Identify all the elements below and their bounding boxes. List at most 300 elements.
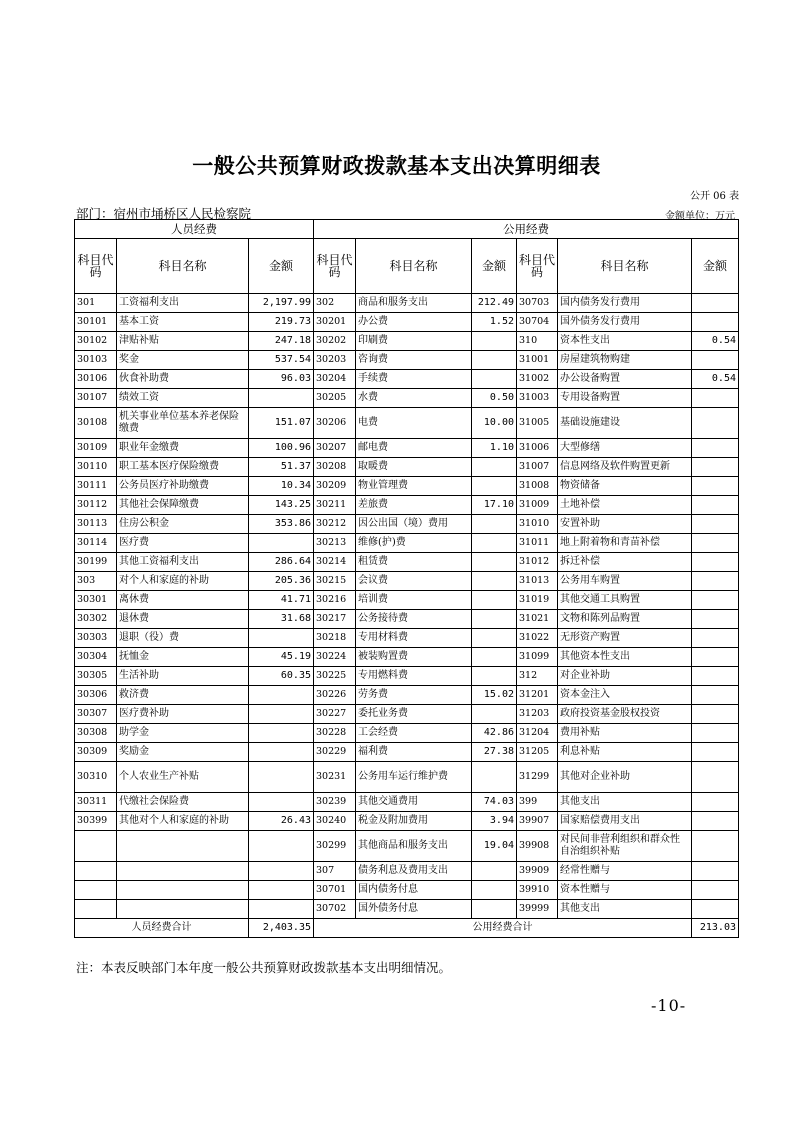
cell-name: 生活补助 <box>117 667 249 686</box>
cell-code: 310 <box>517 332 558 351</box>
cell-amount <box>692 648 739 667</box>
cell-name: 基础设施建设 <box>558 408 692 439</box>
cell-name: 退休费 <box>117 610 249 629</box>
cell-code: 312 <box>517 667 558 686</box>
cell-amount: 212.49 <box>472 294 517 313</box>
cell-name: 医疗费补助 <box>117 705 249 724</box>
cell-code: 30239 <box>314 793 356 812</box>
cell-code <box>75 862 117 881</box>
cell-code: 399 <box>517 793 558 812</box>
personnel-section-header: 人员经费 <box>75 220 314 239</box>
cell-amount: 1.10 <box>472 439 517 458</box>
table-row <box>75 610 739 629</box>
cell-name <box>117 862 249 881</box>
cell-name: 利息补贴 <box>558 743 692 762</box>
cell-code: 30399 <box>75 812 117 831</box>
public-total-label: 公用经费合计 <box>314 919 692 938</box>
cell-code: 39910 <box>517 881 558 900</box>
cell-amount: 0.50 <box>472 389 517 408</box>
cell-name: 其他商品和服务支出 <box>356 831 472 862</box>
cell-name: 印刷费 <box>356 332 472 351</box>
cell-code: 30215 <box>314 572 356 591</box>
cell-code: 30311 <box>75 793 117 812</box>
cell-name: 劳务费 <box>356 686 472 705</box>
cell-code: 31012 <box>517 553 558 572</box>
cell-name: 委托业务费 <box>356 705 472 724</box>
cell-code: 30224 <box>314 648 356 667</box>
table-row <box>75 477 739 496</box>
cell-name: 费用补贴 <box>558 724 692 743</box>
cell-name <box>117 900 249 919</box>
cell-code: 30203 <box>314 351 356 370</box>
cell-name: 信息网络及软件购置更新 <box>558 458 692 477</box>
cell-code: 30213 <box>314 534 356 553</box>
cell-amount <box>249 389 314 408</box>
cell-amount <box>472 370 517 389</box>
cell-name: 因公出国（境）费用 <box>356 515 472 534</box>
cell-name: 资本性支出 <box>558 332 692 351</box>
cell-code: 31299 <box>517 762 558 793</box>
cell-name: 物资储备 <box>558 477 692 496</box>
cell-name: 文物和陈列品购置 <box>558 610 692 629</box>
cell-code: 301 <box>75 294 117 313</box>
table-row <box>75 667 739 686</box>
cell-name: 国内债务付息 <box>356 881 472 900</box>
cell-amount: 100.96 <box>249 439 314 458</box>
table-row <box>75 534 739 553</box>
cell-code <box>75 900 117 919</box>
cell-name: 专用设备购置 <box>558 389 692 408</box>
cell-name: 伙食补助费 <box>117 370 249 389</box>
cell-code: 30110 <box>75 458 117 477</box>
cell-name: 大型修缮 <box>558 439 692 458</box>
table-row <box>75 553 739 572</box>
cell-amount: 45.19 <box>249 648 314 667</box>
cell-code: 39907 <box>517 812 558 831</box>
cell-code: 30704 <box>517 313 558 332</box>
cell-name: 其他对个人和家庭的补助 <box>117 812 249 831</box>
col-header-amount: 金额 <box>472 239 517 294</box>
cell-code: 30106 <box>75 370 117 389</box>
col-header-name: 科目名称 <box>117 239 249 294</box>
cell-name <box>117 831 249 862</box>
cell-code: 39909 <box>517 862 558 881</box>
table-row <box>75 458 739 477</box>
cell-name: 对个人和家庭的补助 <box>117 572 249 591</box>
cell-amount <box>472 629 517 648</box>
cell-code: 30225 <box>314 667 356 686</box>
cell-name: 经常性赠与 <box>558 862 692 881</box>
cell-amount <box>249 534 314 553</box>
cell-name: 绩效工资 <box>117 389 249 408</box>
cell-name: 抚恤金 <box>117 648 249 667</box>
table-row <box>75 629 739 648</box>
cell-code: 30207 <box>314 439 356 458</box>
cell-amount <box>472 881 517 900</box>
cell-amount <box>692 496 739 515</box>
cell-name: 商品和服务支出 <box>356 294 472 313</box>
cell-code: 30114 <box>75 534 117 553</box>
cell-name: 公务员医疗补助缴费 <box>117 477 249 496</box>
cell-code: 31008 <box>517 477 558 496</box>
cell-name: 其他交通费用 <box>356 793 472 812</box>
cell-name: 对企业补助 <box>558 667 692 686</box>
cell-code: 30204 <box>314 370 356 389</box>
cell-code: 30112 <box>75 496 117 515</box>
table-row <box>75 793 739 812</box>
cell-amount <box>249 831 314 862</box>
cell-amount <box>249 743 314 762</box>
cell-amount: 0.54 <box>692 332 739 351</box>
col-header-amount: 金额 <box>249 239 314 294</box>
col-header-code: 科目代码 <box>314 239 356 294</box>
table-row <box>75 881 739 900</box>
cell-code: 30107 <box>75 389 117 408</box>
cell-amount: 247.18 <box>249 332 314 351</box>
cell-amount: 3.94 <box>472 812 517 831</box>
cell-amount <box>692 610 739 629</box>
col-header-code: 科目代码 <box>75 239 117 294</box>
cell-code: 30201 <box>314 313 356 332</box>
cell-code: 307 <box>314 862 356 881</box>
cell-amount: 19.04 <box>472 831 517 862</box>
cell-name: 专用材料费 <box>356 629 472 648</box>
cell-amount: 286.64 <box>249 553 314 572</box>
table-row <box>75 370 739 389</box>
cell-name: 国内债务发行费用 <box>558 294 692 313</box>
cell-name: 税金及附加费用 <box>356 812 472 831</box>
cell-name: 手续费 <box>356 370 472 389</box>
public-section-header: 公用经费 <box>314 220 739 239</box>
col-header-name: 科目名称 <box>356 239 472 294</box>
cell-amount <box>692 629 739 648</box>
cell-name: 津贴补贴 <box>117 332 249 351</box>
cell-amount: 1.52 <box>472 313 517 332</box>
cell-code <box>75 881 117 900</box>
page-title: 一般公共预算财政拨款基本支出决算明细表 <box>192 154 601 178</box>
cell-amount <box>249 900 314 919</box>
table-row <box>75 762 739 793</box>
cell-code: 30218 <box>314 629 356 648</box>
cell-name: 水费 <box>356 389 472 408</box>
cell-code: 30299 <box>314 831 356 862</box>
table-row <box>75 686 739 705</box>
footnote: 注：本表反映部门本年度一般公共预算财政拨款基本支出明细情况。 <box>76 960 452 975</box>
cell-amount: 26.43 <box>249 812 314 831</box>
cell-amount <box>472 572 517 591</box>
cell-code: 31022 <box>517 629 558 648</box>
cell-code: 30199 <box>75 553 117 572</box>
cell-name: 培训费 <box>356 591 472 610</box>
cell-code: 31013 <box>517 572 558 591</box>
cell-amount: 42.86 <box>472 724 517 743</box>
cell-code: 30102 <box>75 332 117 351</box>
cell-amount <box>472 862 517 881</box>
cell-amount: 151.07 <box>249 408 314 439</box>
table-row <box>75 705 739 724</box>
cell-code: 30214 <box>314 553 356 572</box>
cell-code: 30113 <box>75 515 117 534</box>
cell-amount <box>692 408 739 439</box>
cell-code: 31001 <box>517 351 558 370</box>
cell-amount <box>692 812 739 831</box>
personnel-total-value: 2,403.35 <box>249 919 314 938</box>
cell-amount <box>692 515 739 534</box>
cell-name: 其他资本性支出 <box>558 648 692 667</box>
cell-name: 被装购置费 <box>356 648 472 667</box>
cell-amount <box>692 743 739 762</box>
department-label: 部门：宿州市埇桥区人民检察院 <box>76 206 252 221</box>
cell-amount <box>249 793 314 812</box>
cell-code: 31019 <box>517 591 558 610</box>
cell-name: 离休费 <box>117 591 249 610</box>
cell-amount <box>472 648 517 667</box>
cell-code: 30310 <box>75 762 117 793</box>
cell-name: 专用燃料费 <box>356 667 472 686</box>
cell-code: 31203 <box>517 705 558 724</box>
cell-name: 工会经费 <box>356 724 472 743</box>
cell-amount <box>692 591 739 610</box>
cell-name: 职业年金缴费 <box>117 439 249 458</box>
cell-name: 国家赔偿费用支出 <box>558 812 692 831</box>
cell-amount: 96.03 <box>249 370 314 389</box>
table-row <box>75 831 739 862</box>
cell-code: 30308 <box>75 724 117 743</box>
cell-amount: 10.34 <box>249 477 314 496</box>
table-row <box>75 724 739 743</box>
cell-name: 其他交通工具购置 <box>558 591 692 610</box>
cell-amount: 205.36 <box>249 572 314 591</box>
cell-name: 工资福利支出 <box>117 294 249 313</box>
cell-code: 30228 <box>314 724 356 743</box>
cell-amount <box>249 629 314 648</box>
cell-amount <box>249 705 314 724</box>
cell-code: 30309 <box>75 743 117 762</box>
cell-name: 咨询费 <box>356 351 472 370</box>
table-row <box>75 572 739 591</box>
cell-amount <box>472 351 517 370</box>
cell-amount <box>692 313 739 332</box>
cell-name <box>117 881 249 900</box>
cell-name: 办公费 <box>356 313 472 332</box>
cell-name: 资本性赠与 <box>558 881 692 900</box>
page-number: -10- <box>651 996 687 1015</box>
cell-amount <box>692 553 739 572</box>
cell-amount: 27.38 <box>472 743 517 762</box>
col-header-amount: 金额 <box>692 239 739 294</box>
cell-name: 电费 <box>356 408 472 439</box>
cell-code: 30306 <box>75 686 117 705</box>
cell-code: 30206 <box>314 408 356 439</box>
cell-name: 房屋建筑物购建 <box>558 351 692 370</box>
cell-code: 30703 <box>517 294 558 313</box>
cell-name: 租赁费 <box>356 553 472 572</box>
cell-name: 其他支出 <box>558 793 692 812</box>
cell-code: 30208 <box>314 458 356 477</box>
cell-amount: 74.03 <box>472 793 517 812</box>
cell-name: 个人农业生产补贴 <box>117 762 249 793</box>
cell-code: 30103 <box>75 351 117 370</box>
table-row <box>75 389 739 408</box>
cell-name: 助学金 <box>117 724 249 743</box>
cell-name: 退职（役）费 <box>117 629 249 648</box>
cell-name: 会议费 <box>356 572 472 591</box>
cell-amount <box>692 793 739 812</box>
cell-amount <box>249 686 314 705</box>
cell-amount <box>692 724 739 743</box>
unit-label: 金额单位：万元 <box>665 211 735 222</box>
cell-name: 其他对企业补助 <box>558 762 692 793</box>
cell-name: 医疗费 <box>117 534 249 553</box>
cell-name: 奖励金 <box>117 743 249 762</box>
cell-amount: 10.00 <box>472 408 517 439</box>
table-row <box>75 351 739 370</box>
table-row <box>75 812 739 831</box>
cell-amount <box>249 762 314 793</box>
cell-code: 30701 <box>314 881 356 900</box>
cell-code: 31011 <box>517 534 558 553</box>
cell-code: 31010 <box>517 515 558 534</box>
cell-name: 救济费 <box>117 686 249 705</box>
cell-amount <box>472 553 517 572</box>
cell-code: 30109 <box>75 439 117 458</box>
cell-amount <box>692 831 739 862</box>
cell-code: 30229 <box>314 743 356 762</box>
cell-code: 30231 <box>314 762 356 793</box>
col-header-name: 科目名称 <box>558 239 692 294</box>
cell-amount <box>692 862 739 881</box>
cell-name: 职工基本医疗保险缴费 <box>117 458 249 477</box>
cell-code: 30212 <box>314 515 356 534</box>
cell-code: 30307 <box>75 705 117 724</box>
cell-code: 30211 <box>314 496 356 515</box>
cell-code: 30303 <box>75 629 117 648</box>
table-row <box>75 515 739 534</box>
cell-amount: 0.54 <box>692 370 739 389</box>
cell-amount: 51.37 <box>249 458 314 477</box>
cell-name: 公务用车运行维护费 <box>356 762 472 793</box>
cell-amount: 31.68 <box>249 610 314 629</box>
cell-amount: 537.54 <box>249 351 314 370</box>
cell-name: 政府投资基金股权投资 <box>558 705 692 724</box>
cell-code: 30209 <box>314 477 356 496</box>
cell-name: 办公设备购置 <box>558 370 692 389</box>
public-total-value: 213.03 <box>692 919 739 938</box>
table-row <box>75 332 739 351</box>
cell-code: 30202 <box>314 332 356 351</box>
cell-code: 31099 <box>517 648 558 667</box>
cell-code: 30301 <box>75 591 117 610</box>
table-row <box>75 408 739 439</box>
cell-code: 30217 <box>314 610 356 629</box>
cell-name: 无形资产购置 <box>558 629 692 648</box>
cell-amount <box>472 477 517 496</box>
cell-name: 债务利息及费用支出 <box>356 862 472 881</box>
cell-name: 其他社会保障缴费 <box>117 496 249 515</box>
cell-amount <box>472 534 517 553</box>
personnel-total-label: 人员经费合计 <box>75 919 249 938</box>
cell-name: 差旅费 <box>356 496 472 515</box>
cell-code: 31006 <box>517 439 558 458</box>
cell-amount <box>472 515 517 534</box>
cell-name: 福利费 <box>356 743 472 762</box>
cell-amount <box>692 351 739 370</box>
cell-amount <box>472 458 517 477</box>
table-row <box>75 900 739 919</box>
cell-code: 39908 <box>517 831 558 862</box>
cell-code: 31005 <box>517 408 558 439</box>
cell-code: 30227 <box>314 705 356 724</box>
cell-amount <box>692 881 739 900</box>
cell-code: 30226 <box>314 686 356 705</box>
cell-name: 维修(护)费 <box>356 534 472 553</box>
cell-amount <box>249 862 314 881</box>
cell-amount <box>249 881 314 900</box>
cell-amount: 15.02 <box>472 686 517 705</box>
table-row <box>75 313 739 332</box>
cell-name: 安置补助 <box>558 515 692 534</box>
cell-name: 其他工资福利支出 <box>117 553 249 572</box>
cell-name: 对民间非营利组织和群众性自治组织补贴 <box>558 831 692 862</box>
cell-code: 31007 <box>517 458 558 477</box>
cell-amount <box>472 332 517 351</box>
cell-amount <box>692 477 739 496</box>
cell-amount <box>472 667 517 686</box>
cell-amount: 60.35 <box>249 667 314 686</box>
cell-amount <box>692 294 739 313</box>
cell-name: 住房公积金 <box>117 515 249 534</box>
cell-name: 邮电费 <box>356 439 472 458</box>
cell-amount <box>692 534 739 553</box>
cell-amount: 353.86 <box>249 515 314 534</box>
cell-name: 国外债务发行费用 <box>558 313 692 332</box>
cell-name: 地上附着物和青苗补偿 <box>558 534 692 553</box>
cell-code: 303 <box>75 572 117 591</box>
cell-amount <box>692 705 739 724</box>
cell-code: 30111 <box>75 477 117 496</box>
table-row <box>75 648 739 667</box>
cell-code: 30205 <box>314 389 356 408</box>
cell-code: 30216 <box>314 591 356 610</box>
cell-code: 31201 <box>517 686 558 705</box>
cell-code: 30304 <box>75 648 117 667</box>
cell-amount <box>692 900 739 919</box>
cell-name: 机关事业单位基本养老保险缴费 <box>117 408 249 439</box>
cell-amount: 219.73 <box>249 313 314 332</box>
cell-name: 拆迁补偿 <box>558 553 692 572</box>
cell-code: 31021 <box>517 610 558 629</box>
cell-amount: 2,197.99 <box>249 294 314 313</box>
cell-code: 30108 <box>75 408 117 439</box>
table-row <box>75 591 739 610</box>
cell-code <box>75 831 117 862</box>
cell-code: 30702 <box>314 900 356 919</box>
cell-name: 奖金 <box>117 351 249 370</box>
cell-name: 公务用车购置 <box>558 572 692 591</box>
cell-code: 30240 <box>314 812 356 831</box>
table-row <box>75 496 739 515</box>
cell-code: 39999 <box>517 900 558 919</box>
cell-name: 基本工资 <box>117 313 249 332</box>
col-header-code: 科目代码 <box>517 239 558 294</box>
cell-code: 30305 <box>75 667 117 686</box>
cell-code: 30101 <box>75 313 117 332</box>
cell-amount <box>472 610 517 629</box>
cell-name: 公务接待费 <box>356 610 472 629</box>
cell-code: 31003 <box>517 389 558 408</box>
table-row <box>75 862 739 881</box>
cell-code: 30302 <box>75 610 117 629</box>
